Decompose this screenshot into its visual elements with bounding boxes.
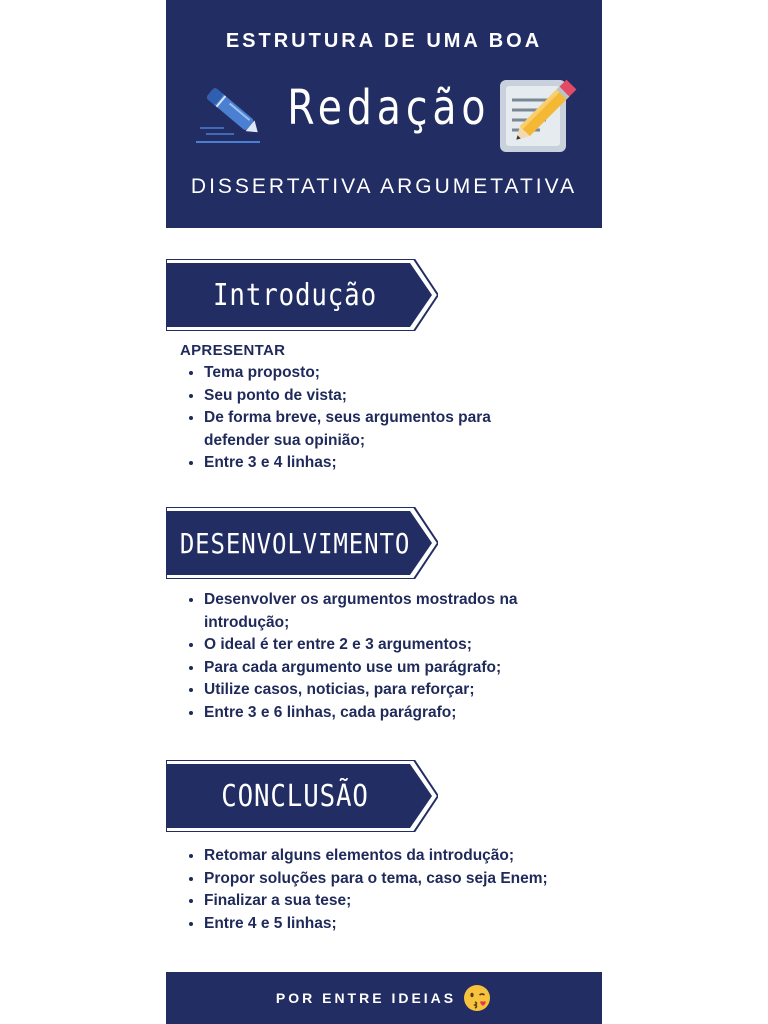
page-title: Redação — [287, 80, 491, 136]
section-lead: APRESENTAR — [180, 342, 286, 359]
list-item: • Para cada argumento use um parágrafo; — [204, 657, 624, 680]
list-item: • De forma breve, seus argumentos para defender sua opinião; — [204, 407, 544, 452]
dev-list — [180, 589, 624, 724]
list-item: • Retomar alguns elementos da introdução; — [204, 845, 624, 868]
list-item: • Finalizar a sua tese; — [204, 890, 624, 913]
list-item: • Entre 3 e 4 linhas; — [204, 452, 624, 475]
section-title: Introdução — [213, 277, 377, 313]
list-item: • Desenvolver os argumentos mostrados na introdução; — [204, 589, 574, 634]
list-item: • Tema proposto; — [204, 362, 624, 385]
section-title: CONCLUSÃO — [221, 778, 369, 814]
footer-banner — [166, 972, 602, 1024]
intro-list — [180, 362, 624, 475]
pencil-writing-icon — [194, 78, 264, 146]
kissing-face-icon — [462, 983, 492, 1013]
footer-text: POR ENTRE IDEIAS — [275, 990, 457, 1006]
header-banner — [166, 0, 602, 228]
section-banner-conclusao — [166, 760, 438, 832]
header-top-line: ESTRUTURA DE UMA BOA — [225, 30, 543, 52]
section-banner-introducao — [166, 259, 438, 331]
conc-list — [180, 845, 624, 935]
section-title: DESENVOLVIMENTO — [179, 526, 411, 560]
list-item: • Entre 3 e 6 linhas, cada parágrafo; — [204, 702, 624, 725]
list-item: • O ideal é ter entre 2 e 3 argumentos; — [204, 634, 624, 657]
list-item: • Seu ponto de vista; — [204, 385, 624, 408]
section-banner-desenvolvimento — [166, 507, 438, 579]
memo-icon — [496, 74, 578, 156]
list-item: • Entre 4 e 5 linhas; — [204, 913, 624, 936]
list-item: • Propor soluções para o tema, caso seja Enem; — [204, 868, 624, 891]
infographic — [166, 0, 602, 1024]
list-item: • Utilize casos, noticias, para reforçar; — [204, 679, 624, 702]
header-subtitle: DISSERTATIVA ARGUMETATIVA — [190, 175, 578, 198]
